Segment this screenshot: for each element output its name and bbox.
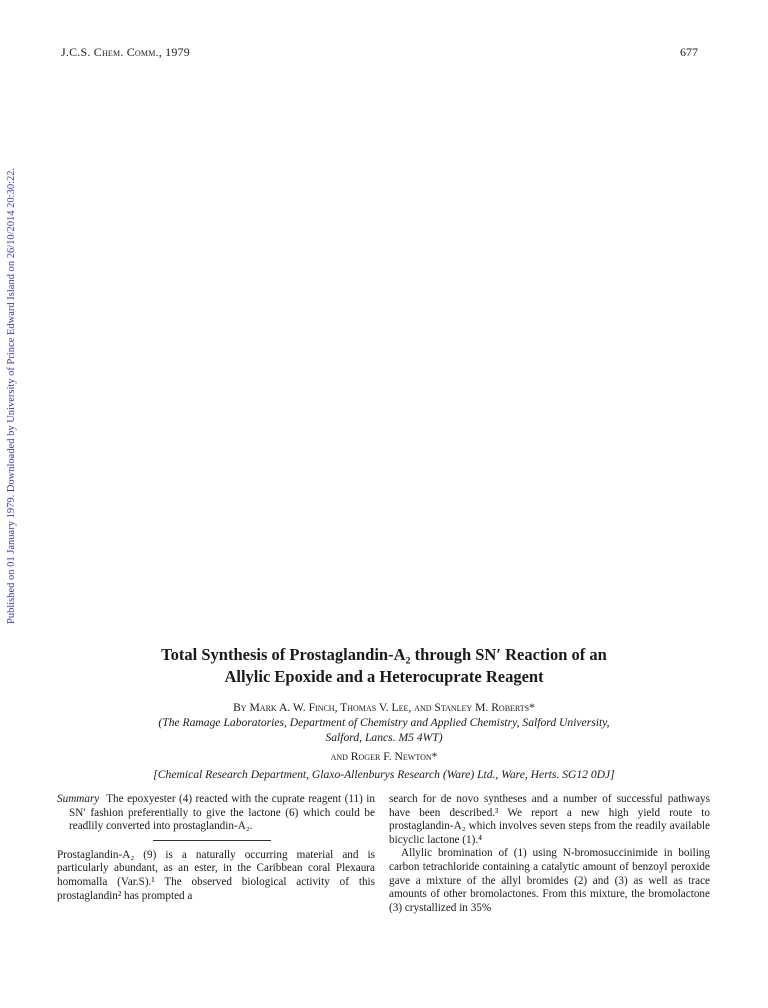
summary-text: The epoxyester (4) reacted with the cuprate reagent (11) in SN′ fashion preferentially to give the lactone (6) which could be readlily converted into prostaglandin-A₂. [69, 793, 375, 833]
download-watermark[interactable]: Published on 01 January 1979. Downloaded by University of Prince Edward Island on 26/10/2014 20:30:22. [6, 167, 17, 624]
body-paragraph-1: Prostaglandin-A₂ (9) is a naturally occurring material and is particularly abundant, as an ester, in the Caribbean coral Plexaura homomalla (Var.S).¹ The observed biological activity of this prostaglandin² has prompted a [57, 848, 375, 902]
article-title-line-2: Allylic Epoxide and a Heterocuprate Reagent [224, 667, 544, 686]
body-paragraph-2: search for de novo syntheses and a number of successful pathways have been described.³ We report a new high yield route to prostaglandin-A₂ which involves seven steps from the readily available bicyclic lactone (1).⁴ [389, 793, 710, 846]
author-line-2: and Roger F. Newton* [330, 750, 438, 763]
author-line-1: By Mark A. W. Finch, Thomas V. Lee, and Stanley M. Roberts* [233, 701, 535, 714]
affiliation-1a: (The Ramage Laboratories, Department of Chemistry and Applied Chemistry, Salford University, [158, 716, 610, 729]
body-paragraph-3: Allylic bromination of (1) using N-bromosuccinimide in boiling carbon tetrachloride containing a catalytic amount of benzoyl peroxide gave a mixture of the allyl bromides (2) and (3) as well as trace amounts of other bromolactones. From this mixture, the bromolactone (3) crystallized in 35% [389, 847, 710, 914]
summary-label: Summary [57, 793, 100, 805]
running-head-journal: J.C.S. Chem. Comm., 1979 [61, 45, 190, 59]
affiliation-1b: Salford, Lancs. M5 4WT) [325, 731, 443, 744]
article-title-line-1: Total Synthesis of Prostaglandin-A₂ through SN′ Reaction of an [161, 645, 607, 664]
section-divider [153, 840, 271, 841]
page-number: 677 [680, 45, 698, 59]
affiliation-2: [Chemical Research Department, Glaxo-Allenburys Research (Ware) Ltd., Ware, Herts. SG12 0DJ] [153, 768, 615, 781]
article-header [40, 644, 728, 782]
right-column [389, 793, 710, 915]
summary-paragraph [57, 793, 375, 834]
left-column [57, 793, 375, 903]
